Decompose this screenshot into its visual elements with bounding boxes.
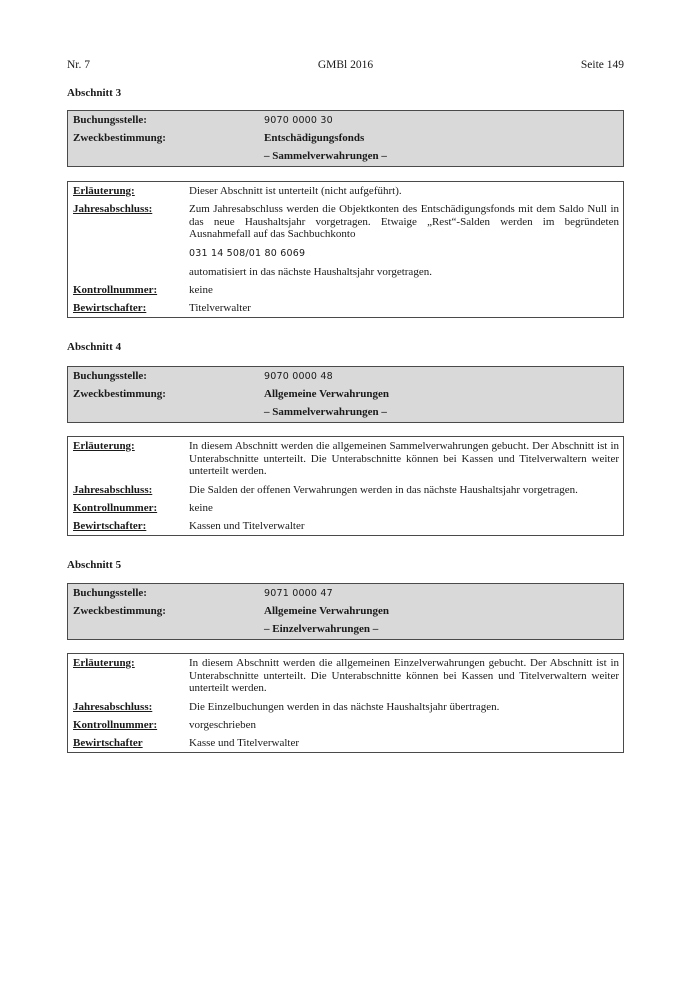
page-number: Seite 149: [580, 59, 624, 71]
zweckbestimmung-value: Allgemeine Verwahrungen: [264, 605, 389, 617]
buchungsstelle-value: 9070 0000 48: [264, 371, 333, 382]
zweckbestimmung-label: Zweckbestimmung:: [73, 388, 166, 400]
section-heading-3: Abschnitt 3: [67, 87, 122, 99]
section-3-header-box: [67, 110, 624, 167]
section-3-details-box: [67, 181, 624, 318]
publication-title: GMBl 2016: [317, 59, 374, 71]
buchungsstelle-row: [68, 111, 623, 129]
buchungsstelle-value: 9070 0000 30: [264, 115, 333, 126]
section-5-header-box: [67, 583, 624, 640]
erlaeuterung-label: Erläuterung:: [73, 657, 135, 669]
zweckbestimmung-subtitle-row: [68, 403, 623, 421]
section-heading-5: Abschnitt 5: [67, 559, 122, 571]
kontrollnummer-label: Kontrollnummer:: [73, 284, 158, 296]
kontrollnummer-value: keine: [189, 284, 213, 296]
zweckbestimmung-subtitle: – Einzelverwahrungen –: [264, 623, 379, 635]
bewirtschafter-value: Kassen und Titelverwalter: [189, 520, 305, 532]
erlaeuterung-text: In diesem Abschnitt werden die allgemeinen Einzelverwahrungen gebucht. Der Abschnitt ist in Unterabschnitte unterteilt. Die Unterabschnitte können bei Kassen und Titelverwaltern weiter unterteilt werden.: [189, 657, 619, 695]
zweckbestimmung-subtitle: – Sammelverwahrungen –: [264, 150, 387, 162]
jahresabschluss-continuation: automatisiert in das nächste Haushaltsjahr vorgetragen.: [189, 266, 432, 278]
jahresabschluss-label: Jahresabschluss:: [73, 484, 153, 496]
jahresabschluss-text: Die Salden der offenen Verwahrungen werden in das nächste Haushaltsjahr vorgetragen.: [189, 484, 578, 496]
buchungsstelle-label: Buchungsstelle:: [73, 370, 147, 382]
zweckbestimmung-row: [68, 385, 623, 403]
bewirtschafter-label: Bewirtschafter:: [73, 302, 147, 314]
zweckbestimmung-value: Entschädigungsfonds: [264, 132, 365, 144]
jahresabschluss-text: Zum Jahresabschluss werden die Objektkonten des Entschädigungsfonds mit dem Saldo Null in das neue Haushaltsjahr vorgetragen. Etwaige „Rest“-Salden werden im begründeten Ausnahmefall auf das Sachbuchkonto: [189, 203, 619, 241]
buchungsstelle-label: Buchungsstelle:: [73, 587, 147, 599]
zweckbestimmung-row: [68, 129, 623, 147]
page-header: [67, 58, 624, 72]
jahresabschluss-label: Jahresabschluss:: [73, 701, 153, 713]
buchungsstelle-value: 9071 0000 47: [264, 588, 333, 599]
bewirtschafter-label: Bewirtschafter: [73, 737, 143, 749]
kontrollnummer-label: Kontrollnummer:: [73, 502, 158, 514]
buchungsstelle-row: [68, 367, 623, 385]
buchungsstelle-row: [68, 584, 623, 602]
erlaeuterung-text: In diesem Abschnitt werden die allgemeinen Sammelverwahrungen gebucht. Der Abschnitt ist in Unterabschnitte unterteilt. Die Unterabschnitte können bei Kassen und Titelverwaltern weiter unterteilt werden.: [189, 440, 619, 478]
issue-number: Nr. 7: [67, 59, 90, 71]
zweckbestimmung-row: [68, 602, 623, 620]
jahresabschluss-text: Die Einzelbuchungen werden in das nächste Haushaltsjahr übertragen.: [189, 701, 500, 713]
zweckbestimmung-label: Zweckbestimmung:: [73, 605, 166, 617]
kontrollnummer-value: vorgeschrieben: [189, 719, 256, 731]
zweckbestimmung-subtitle-row: [68, 620, 623, 638]
erlaeuterung-label: Erläuterung:: [73, 440, 135, 452]
bewirtschafter-label: Bewirtschafter:: [73, 520, 147, 532]
buchungsstelle-label: Buchungsstelle:: [73, 114, 147, 126]
jahresabschluss-label: Jahresabschluss:: [73, 203, 153, 215]
erlaeuterung-label: Erläuterung:: [73, 185, 135, 197]
zweckbestimmung-subtitle-row: [68, 147, 623, 165]
zweckbestimmung-value: Allgemeine Verwahrungen: [264, 388, 389, 400]
sachbuchkonto-number: 031 14 508/01 80 6069: [189, 248, 306, 259]
kontrollnummer-label: Kontrollnummer:: [73, 719, 158, 731]
kontrollnummer-value: keine: [189, 502, 213, 514]
erlaeuterung-text: Dieser Abschnitt ist unterteilt (nicht aufgeführt).: [189, 185, 402, 197]
zweckbestimmung-label: Zweckbestimmung:: [73, 132, 166, 144]
section-4-header-box: [67, 366, 624, 423]
zweckbestimmung-subtitle: – Sammelverwahrungen –: [264, 406, 387, 418]
section-5-details-box: [67, 653, 624, 753]
bewirtschafter-value: Titelverwalter: [189, 302, 251, 314]
section-4-details-box: [67, 436, 624, 536]
bewirtschafter-value: Kasse und Titelverwalter: [189, 737, 299, 749]
section-heading-4: Abschnitt 4: [67, 341, 122, 353]
